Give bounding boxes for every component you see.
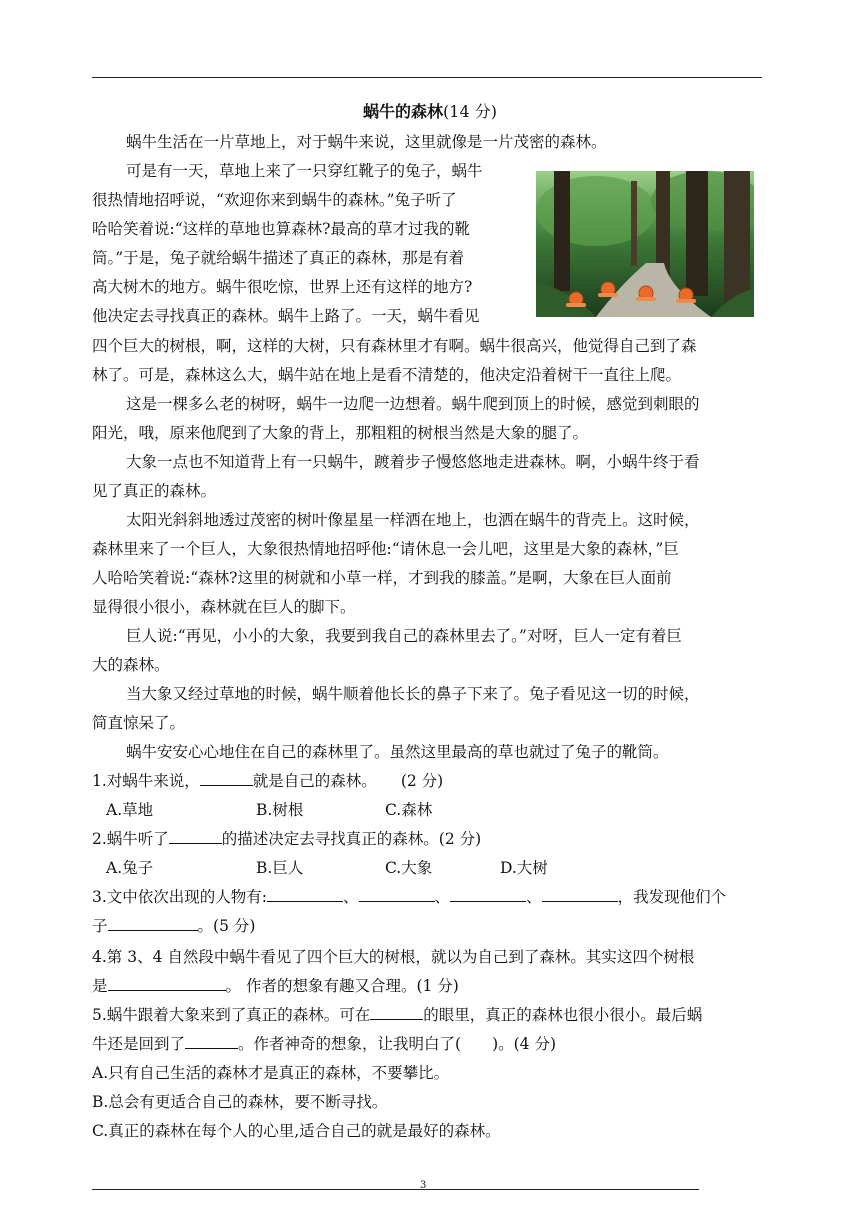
story-line: 可是有一天，草地上来了一只穿红靴子的兔子，蜗牛: [126, 162, 483, 180]
q1-score: (2 分): [400, 772, 444, 790]
q1-option-c[interactable]: C.森林: [385, 801, 433, 819]
story-line: 筒。”于是，兔子就给蜗牛描述了真正的森林，那是有着: [92, 249, 465, 267]
page-number: 3: [420, 1180, 427, 1191]
q2-option-a[interactable]: A.兔子: [106, 859, 154, 877]
q5-blank-1[interactable]: [370, 1004, 423, 1020]
q3-blank-2[interactable]: [359, 886, 435, 902]
q2-answer-blank[interactable]: [169, 828, 222, 844]
story-line: 哈哈笑着说:“这样的草地也算森林?最高的草才过我的靴: [92, 220, 470, 238]
story-line: 巨人说:“再见，小小的大象，我要到我自己的森林里去了。”对呀，巨人一定有着巨: [126, 627, 682, 645]
q4-answer-blank[interactable]: [108, 975, 226, 991]
question-1: [92, 769, 443, 793]
q3-blank-4[interactable]: [542, 886, 618, 902]
q5-option-a[interactable]: A.只有自己生活的森林才是真正的森林，不要攀比。: [92, 1064, 450, 1082]
q3-blank-1[interactable]: [267, 886, 343, 902]
story-line: 太阳光斜斜地透过茂密的树叶像星星一样洒在地上，也洒在蜗牛的背壳上。这时候，: [126, 511, 700, 529]
story-line: 大的森林。: [92, 656, 170, 674]
q3-separator: 、: [434, 888, 451, 906]
q3-line2-end: 。(5 分): [197, 917, 256, 935]
q5-line2-start: 牛还是回到了: [92, 1035, 186, 1053]
q5-line2-end: 。作者神奇的想象，让我明白了( )。(4 分): [238, 1035, 556, 1053]
passage-title: [0, 100, 860, 124]
question-3: [92, 885, 726, 909]
question-5-line-2: [92, 1032, 556, 1056]
q1-option-b[interactable]: B.树根: [256, 801, 304, 819]
question-2: [92, 827, 481, 851]
question-5: [92, 1003, 702, 1027]
q5-option-c[interactable]: C.真正的森林在每个人的心里,适合自己的就是最好的森林。: [92, 1122, 501, 1140]
story-line: 他决定去寻找真正的森林。蜗牛上路了。一天，蜗牛看见: [92, 307, 480, 325]
title-text: 蜗牛的森林: [363, 102, 444, 121]
story-line: 简直惊呆了。: [92, 714, 186, 732]
top-rule: [92, 77, 762, 78]
bottom-rule: [92, 1189, 699, 1190]
question-4-line-2: [92, 974, 459, 998]
story-line: 见了真正的森林。: [92, 482, 217, 500]
q2-option-c[interactable]: C.大象: [385, 859, 433, 877]
q4-line2-end: 。 作者的想象有趣又合理。(1 分): [225, 977, 459, 995]
story-line: 显得很小很小，森林就在巨人的脚下。: [92, 598, 356, 616]
story-line: 人哈哈笑着说:“森林?这里的树就和小草一样，才到我的膝盖。”是啊，大象在巨人面前: [92, 569, 672, 587]
story-line: 蜗牛安安心心地住在自己的森林里了。虽然这里最高的草也就过了兔子的靴筒。: [126, 743, 669, 761]
q3-blank-5[interactable]: [108, 915, 198, 931]
q3-line2-start: 子: [92, 917, 108, 935]
story-line: 阳光，哦，原来他爬到了大象的背上，那粗粗的树根当然是大象的腿了。: [92, 424, 589, 442]
story-line: 大象一点也不知道背上有一只蜗牛，踱着步子慢悠悠地走进森林。啊，小蜗牛终于看: [126, 453, 700, 471]
q3-prompt-mid: ，我发现他们个: [617, 888, 727, 906]
q1-prompt-start: 1.对蜗牛来说，: [92, 772, 200, 790]
q3-separator: 、: [343, 888, 359, 906]
story-line: 很热情地招呼说，“欢迎你来到蜗牛的森林。”兔子听了: [92, 191, 457, 209]
q5-prompt-start: 5.蜗牛跟着大象来到了真正的森林。可在: [92, 1006, 371, 1024]
q3-prompt-start: 3.文中依次出现的人物有:: [92, 888, 268, 906]
question-3-line-2: [92, 914, 255, 938]
story-line: 森林里来了一个巨人，大象很热情地招呼他:“请休息一会儿吧，这里是大象的森林，”巨: [92, 540, 679, 558]
q5-prompt-end: 的眼里，真正的森林也很小很小。最后蜗: [423, 1006, 703, 1024]
q4-line2-start: 是: [92, 977, 108, 995]
q1-prompt-end: 就是自己的森林。: [252, 772, 377, 790]
q2-prompt-start: 2.蜗牛听了: [92, 830, 169, 848]
q2-prompt-end: 的描述决定去寻找真正的森林。(2 分): [221, 830, 482, 848]
story-line: 蜗牛生活在一片草地上，对于蜗牛来说，这里就像是一片茂密的森林。: [126, 133, 607, 151]
q1-answer-blank[interactable]: [200, 770, 253, 786]
story-line: 四个巨大的树根，啊，这样的大树，只有森林里才有啊。蜗牛很高兴，他觉得自己到了森: [92, 337, 697, 355]
q1-option-a[interactable]: A.草地: [106, 801, 154, 819]
q2-option-d[interactable]: D.大树: [500, 859, 548, 877]
forest-snail-illustration: [536, 171, 754, 317]
story-line: 当大象又经过草地的时候，蜗牛顺着他长长的鼻子下来了。兔子看见这一切的时候，: [126, 685, 700, 703]
story-line: 林了。可是，森林这么大，蜗牛站在地上是看不清楚的，他决定沿着树干一直往上爬。: [92, 366, 682, 384]
story-line: 高大树木的地方。蜗牛很吃惊，世界上还有这样的地方?: [92, 278, 473, 296]
title-score: (14 分): [443, 102, 497, 121]
q3-blank-3[interactable]: [450, 886, 526, 902]
q5-option-b[interactable]: B.总会有更适合自己的森林，要不断寻找。: [92, 1093, 388, 1111]
q3-separator: 、: [526, 888, 542, 906]
q2-option-b[interactable]: B.巨人: [256, 859, 304, 877]
question-4: 4.第 3、4 自然段中蜗牛看见了四个巨大的树根，就以为自己到了森林。其实这四个树根: [92, 948, 695, 966]
story-line: 这是一棵多么老的树呀，蜗牛一边爬一边想着。蜗牛爬到顶上的时候，感觉到刺眼的: [126, 395, 700, 413]
q5-blank-2[interactable]: [185, 1033, 238, 1049]
